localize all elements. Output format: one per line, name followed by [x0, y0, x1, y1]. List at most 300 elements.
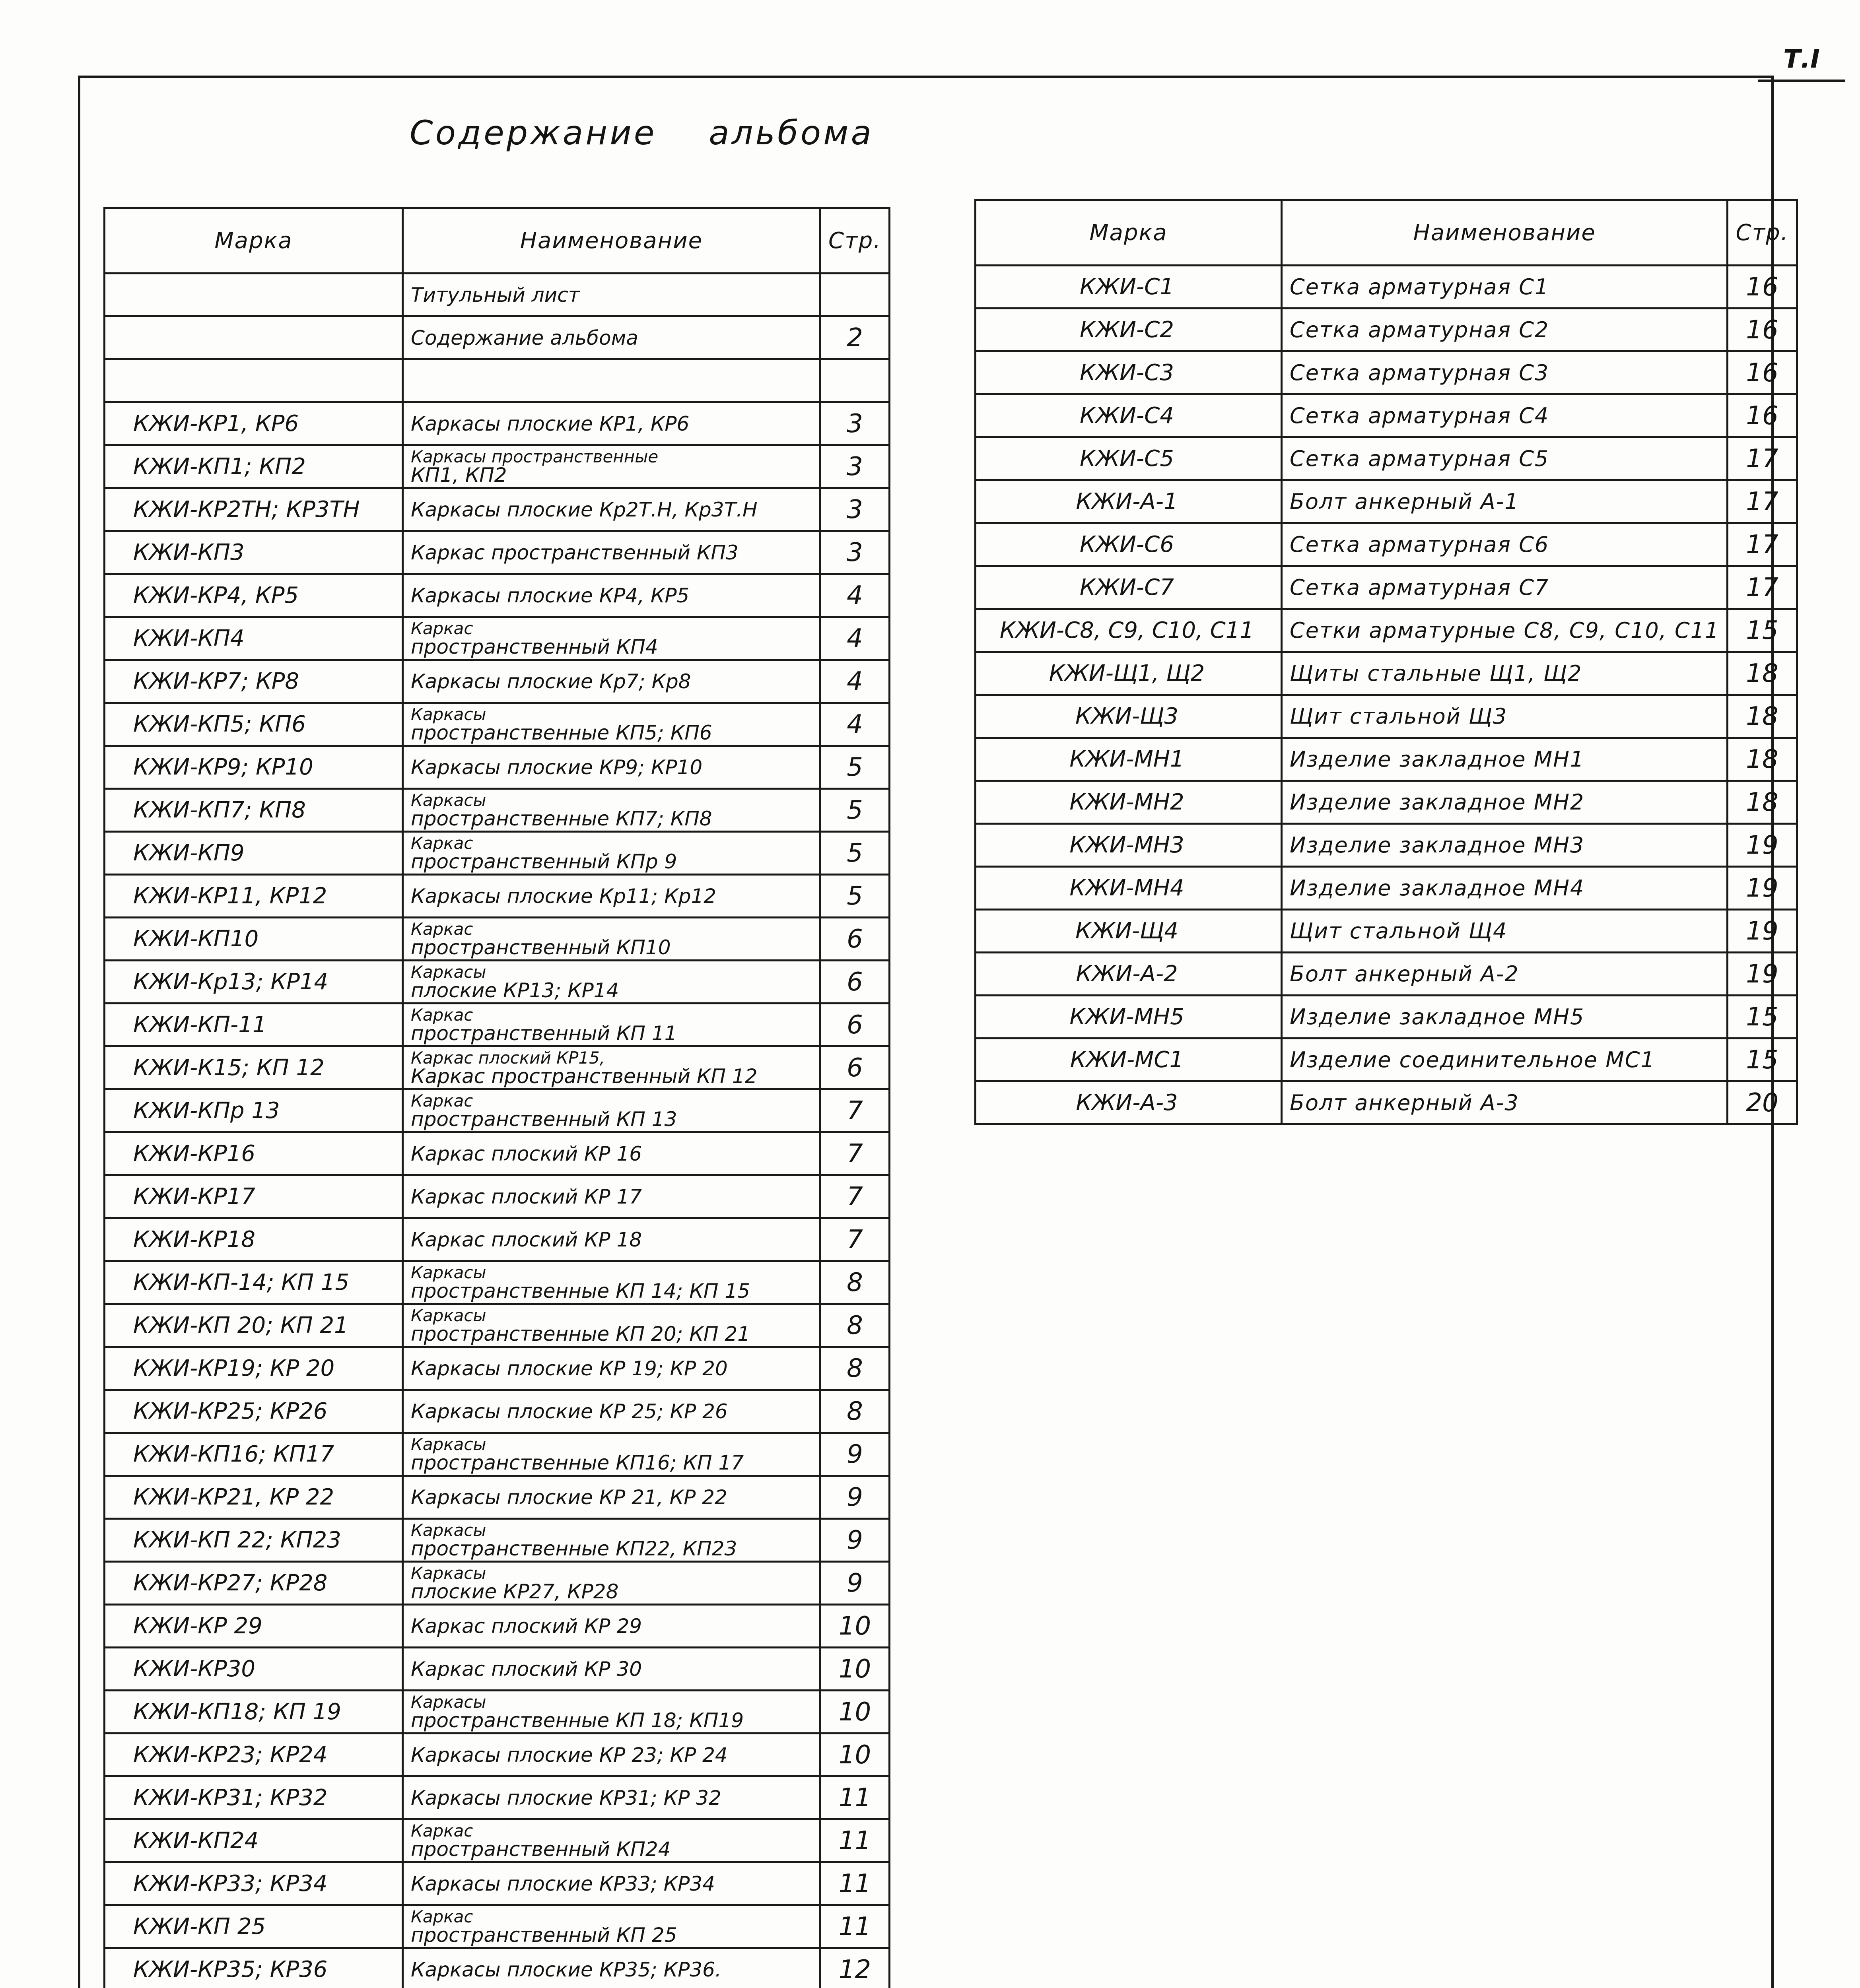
- cell-name-line2: Каркас плоский КР 17: [411, 1185, 642, 1208]
- cell-name: [403, 918, 820, 961]
- cell-name: [403, 402, 820, 445]
- table-row: [105, 1132, 890, 1175]
- table-row: [105, 746, 890, 789]
- cell-name: Щиты стальные Щ1, Щ2: [1282, 652, 1728, 695]
- cell-name-line2: пространственный КП 25: [411, 1923, 677, 1947]
- cell-name-line2: пространственный КП24: [411, 1837, 671, 1861]
- cell-page: 17: [1728, 566, 1797, 609]
- cell-name-line1: Каркасы: [411, 1305, 486, 1325]
- cell-page: 15: [1728, 996, 1797, 1039]
- cell-mark: КЖИ-КР 29: [105, 1605, 403, 1648]
- cell-mark: КЖИ-С5: [976, 437, 1282, 480]
- table-row: [105, 402, 890, 445]
- cell-name: [403, 1004, 820, 1046]
- table-row: [105, 359, 890, 402]
- cell-mark: КЖИ-КР31; КР32: [105, 1776, 403, 1819]
- cell-name-line2: Каркасы плоские КР 19; КР 20: [411, 1357, 728, 1380]
- table-row: [976, 351, 1797, 394]
- cell-page: 19: [1728, 867, 1797, 910]
- table-row: [976, 695, 1797, 738]
- cell-name-line1: Каркас: [411, 1906, 473, 1926]
- cell-page: 16: [1728, 309, 1797, 351]
- cell-name-line2: Каркас пространственный КП 12: [411, 1064, 758, 1088]
- table-row: [105, 1175, 890, 1218]
- cell-name-line1: Каркас плоский КР15,: [411, 1048, 605, 1068]
- table-row: [105, 1304, 890, 1347]
- cell-name: Изделие закладное МН1: [1282, 738, 1728, 781]
- table-row: [105, 1948, 890, 1988]
- table-row: [105, 1605, 890, 1648]
- table-row: [105, 660, 890, 703]
- cell-page: 19: [1728, 953, 1797, 996]
- table-row: [976, 824, 1797, 867]
- cell-name: Изделие закладное МН5: [1282, 996, 1728, 1039]
- table-row: [105, 1476, 890, 1519]
- cell-page: 17: [1728, 523, 1797, 566]
- cell-page: 11: [820, 1905, 890, 1948]
- cell-name-line1: Каркас: [411, 618, 473, 638]
- contents-table-left: [103, 207, 890, 1988]
- cell-name-line2: пространственные КП 20; КП 21: [411, 1322, 750, 1345]
- cell-name: [403, 1948, 820, 1988]
- cell-name-line1: Каркас: [411, 1091, 473, 1110]
- cell-mark: КЖИ-КР16: [105, 1132, 403, 1175]
- cell-mark: КЖИ-МН5: [976, 996, 1282, 1039]
- cell-mark: КЖИ-КП24: [105, 1819, 403, 1862]
- cell-page: 7: [820, 1175, 890, 1218]
- table-header-row: [976, 200, 1797, 266]
- cell-name: Болт анкерный А-3: [1282, 1081, 1728, 1124]
- cell-name-line1: Каркасы: [411, 1563, 486, 1583]
- cell-mark: КЖИ-КР1, КР6: [105, 402, 403, 445]
- cell-mark: КЖИ-КП1; КП2: [105, 445, 403, 488]
- cell-mark: КЖИ-КП9: [105, 832, 403, 875]
- table-row: [976, 781, 1797, 824]
- cell-name: Сетка арматурная С3: [1282, 351, 1728, 394]
- table-row: [976, 523, 1797, 566]
- cell-page: 3: [820, 402, 890, 445]
- cell-name-line2: Каркасы плоские КР35; КР36.: [411, 1958, 721, 1981]
- cell-name-line2: Содержание альбома: [411, 326, 638, 349]
- sheet-number: Т.I: [1783, 45, 1820, 74]
- cell-name: Сетка арматурная С6: [1282, 523, 1728, 566]
- cell-mark: КЖИ-КР27; КР28: [105, 1562, 403, 1605]
- cell-name: Изделие соединительное МС1: [1282, 1039, 1728, 1081]
- cell-mark: КЖИ-С2: [976, 309, 1282, 351]
- cell-page: 7: [820, 1089, 890, 1132]
- table-row: [105, 617, 890, 660]
- cell-page: 10: [820, 1734, 890, 1776]
- cell-mark: КЖИ-КП10: [105, 918, 403, 961]
- column-header-name: Наименование: [1282, 200, 1728, 266]
- cell-name: [403, 1390, 820, 1433]
- table-row: [976, 437, 1797, 480]
- column-header-mark: Марка: [105, 208, 403, 274]
- table-row: [976, 609, 1797, 652]
- cell-page: 4: [820, 660, 890, 703]
- cell-mark: КЖИ-КП 20; КП 21: [105, 1304, 403, 1347]
- cell-name: [403, 1734, 820, 1776]
- cell-name: [403, 789, 820, 832]
- table-row: [105, 274, 890, 316]
- cell-mark: КЖИ-А-2: [976, 953, 1282, 996]
- cell-mark: КЖИ-А-3: [976, 1081, 1282, 1124]
- cell-mark: КЖИ-С6: [976, 523, 1282, 566]
- cell-page: 15: [1728, 609, 1797, 652]
- cell-page: 8: [820, 1261, 890, 1304]
- table-row: [976, 1081, 1797, 1124]
- cell-page: 19: [1728, 824, 1797, 867]
- table-row: [105, 703, 890, 746]
- cell-name: [403, 875, 820, 918]
- cell-name: [403, 703, 820, 746]
- cell-page: 5: [820, 746, 890, 789]
- table-row: [976, 867, 1797, 910]
- cell-page: 18: [1728, 695, 1797, 738]
- table-row: [105, 832, 890, 875]
- cell-mark: КЖИ-МН2: [976, 781, 1282, 824]
- table-row: [105, 1776, 890, 1819]
- cell-page: 15: [1728, 1039, 1797, 1081]
- cell-mark: КЖИ-МС1: [976, 1039, 1282, 1081]
- cell-name: [403, 746, 820, 789]
- cell-name-line2: пространственные КП7; КП8: [411, 807, 712, 830]
- table-row: [105, 789, 890, 832]
- cell-name: Болт анкерный А-1: [1282, 480, 1728, 523]
- cell-name: [403, 316, 820, 359]
- cell-name-line2: Каркасы плоские КР4, КР5: [411, 584, 690, 607]
- cell-name-line2: пространственный КП4: [411, 635, 658, 658]
- cell-name: Сетка арматурная С5: [1282, 437, 1728, 480]
- cell-mark: КЖИ-КР33; КР34: [105, 1862, 403, 1905]
- cell-name: Щит стальной Щ3: [1282, 695, 1728, 738]
- cell-page: 19: [1728, 910, 1797, 953]
- cell-mark: КЖИ-МН4: [976, 867, 1282, 910]
- cell-mark: КЖИ-КП 22; КП23: [105, 1519, 403, 1562]
- table-row: [105, 1089, 890, 1132]
- cell-page: 8: [820, 1347, 890, 1390]
- cell-mark: КЖИ-КР19; КР 20: [105, 1347, 403, 1390]
- table-row: [976, 996, 1797, 1039]
- cell-page: 9: [820, 1433, 890, 1476]
- cell-name-line2: Каркасы плоские КР31; КР 32: [411, 1786, 721, 1809]
- cell-name: [403, 617, 820, 660]
- cell-name: Сетка арматурная С1: [1282, 266, 1728, 309]
- cell-mark: КЖИ-КП5; КП6: [105, 703, 403, 746]
- cell-mark: КЖИ-КР2ТН; КР3ТН: [105, 488, 403, 531]
- cell-page: 16: [1728, 266, 1797, 309]
- cell-name-line2: Каркасы плоские КР 23; КР 24: [411, 1743, 728, 1767]
- cell-name-line2: пространственные КП16; КП 17: [411, 1451, 744, 1474]
- cell-page: 18: [1728, 738, 1797, 781]
- cell-page: 6: [820, 961, 890, 1004]
- cell-page: 10: [820, 1648, 890, 1691]
- cell-page: 20: [1728, 1081, 1797, 1124]
- cell-name: [403, 274, 820, 316]
- cell-name: [403, 1605, 820, 1648]
- cell-mark: КЖИ-КР7; КР8: [105, 660, 403, 703]
- cell-page: 7: [820, 1218, 890, 1261]
- cell-page: 8: [820, 1304, 890, 1347]
- table-row: [976, 266, 1797, 309]
- table-row: [105, 918, 890, 961]
- cell-name-line2: пространственные КП 18; КП19: [411, 1708, 744, 1732]
- cell-page: 16: [1728, 394, 1797, 437]
- table-header-row: [105, 208, 890, 274]
- cell-page: 3: [820, 445, 890, 488]
- cell-name: [403, 1046, 820, 1089]
- cell-page: 6: [820, 1004, 890, 1046]
- cell-name: [403, 832, 820, 875]
- cell-name-line2: Титульный лист: [411, 283, 580, 307]
- table-row: [105, 1347, 890, 1390]
- cell-name: Изделие закладное МН4: [1282, 867, 1728, 910]
- cell-mark: КЖИ-КР25; КР26: [105, 1390, 403, 1433]
- cell-mark: КЖИ-КП-11: [105, 1004, 403, 1046]
- cell-name: [403, 1905, 820, 1948]
- table-row: [976, 566, 1797, 609]
- table-row: [105, 531, 890, 574]
- column-header-mark: Марка: [976, 200, 1282, 266]
- cell-page: 11: [820, 1776, 890, 1819]
- cell-name-line1: Каркасы: [411, 1692, 486, 1712]
- cell-name-line2: Каркасы плоские КР 21, КР 22: [411, 1485, 727, 1509]
- cell-name-line2: пространственные КП22, КП23: [411, 1537, 737, 1560]
- cell-name-line1: Каркасы: [411, 1434, 486, 1454]
- cell-page: 4: [820, 703, 890, 746]
- table-row: [105, 1862, 890, 1905]
- table-row: [105, 1004, 890, 1046]
- cell-page: 8: [820, 1390, 890, 1433]
- cell-page: 17: [1728, 480, 1797, 523]
- cell-name: Сетка арматурная С4: [1282, 394, 1728, 437]
- cell-name-line2: Каркасы плоские КР33; КР34: [411, 1872, 715, 1895]
- cell-name-line2: плоские КР27, КР28: [411, 1580, 619, 1603]
- cell-mark: КЖИ-А-1: [976, 480, 1282, 523]
- cell-mark: КЖИ-КП-14; КП 15: [105, 1261, 403, 1304]
- cell-mark: КЖИ-К15; КП 12: [105, 1046, 403, 1089]
- table-row: [105, 961, 890, 1004]
- cell-name: Сетки арматурные С8, С9, С10, С11: [1282, 609, 1728, 652]
- table-row: [105, 1519, 890, 1562]
- cell-name-line1: Каркасы: [411, 1262, 486, 1282]
- cell-page: 5: [820, 789, 890, 832]
- cell-name-line2: пространственные КП5; КП6: [411, 721, 712, 744]
- table-row: [976, 1039, 1797, 1081]
- column-header-page: Стр.: [1728, 200, 1797, 266]
- cell-name-line2: Каркасы плоские КР9; КР10: [411, 755, 703, 779]
- cell-mark: КЖИ-КР9; КР10: [105, 746, 403, 789]
- cell-name-line1: Каркасы: [411, 1520, 486, 1540]
- cell-page: 9: [820, 1476, 890, 1519]
- cell-name-line1: Каркас: [411, 1821, 473, 1840]
- cell-mark: КЖИ-С4: [976, 394, 1282, 437]
- table-row: [105, 1046, 890, 1089]
- cell-name-line2: пространственный КПр 9: [411, 850, 677, 873]
- cell-name: [403, 1776, 820, 1819]
- cell-name-line2: пространственные КП 14; КП 15: [411, 1279, 750, 1303]
- table-row: [105, 1905, 890, 1948]
- table-row: [105, 1648, 890, 1691]
- cell-mark: КЖИ-КР18: [105, 1218, 403, 1261]
- cell-name: [403, 1562, 820, 1605]
- cell-mark: КЖИ-КР4, КР5: [105, 574, 403, 617]
- contents-table-right: [974, 199, 1798, 1125]
- table-row: [105, 875, 890, 918]
- cell-name-line2: Каркасы плоские КР1, КР6: [411, 412, 690, 435]
- cell-name: [403, 445, 820, 488]
- cell-name-line1: Каркас: [411, 919, 473, 939]
- cell-mark: КЖИ-КП3: [105, 531, 403, 574]
- cell-name-line2: Каркасы плоские Кр2Т.Н, Кр3Т.Н: [411, 498, 758, 521]
- cell-page: 2: [820, 316, 890, 359]
- table-row: [976, 652, 1797, 695]
- cell-page: [820, 274, 890, 316]
- cell-mark: КЖИ-КП18; КП 19: [105, 1691, 403, 1734]
- cell-page: 11: [820, 1862, 890, 1905]
- cell-name: [403, 531, 820, 574]
- cell-name-line2: Каркас плоский КР 18: [411, 1228, 642, 1251]
- cell-name: Щит стальной Щ4: [1282, 910, 1728, 953]
- table-row: [105, 316, 890, 359]
- cell-name: [403, 1819, 820, 1862]
- table-row: [976, 394, 1797, 437]
- cell-name: [403, 961, 820, 1004]
- cell-name-line2: плоские КР13; КР14: [411, 978, 619, 1002]
- cell-name: [403, 1175, 820, 1218]
- cell-name-line1: Каркасы: [411, 790, 486, 810]
- table-row: [105, 445, 890, 488]
- cell-name: [403, 359, 820, 402]
- cell-mark: КЖИ-КПр 13: [105, 1089, 403, 1132]
- cell-name-line2: КП1, КП2: [411, 463, 507, 487]
- cell-name: [403, 1261, 820, 1304]
- cell-name: [403, 488, 820, 531]
- cell-page: 5: [820, 875, 890, 918]
- table-row: [105, 1734, 890, 1776]
- cell-name: [403, 1218, 820, 1261]
- cell-name-line1: Каркасы пространственные: [411, 447, 659, 466]
- cell-name: [403, 1304, 820, 1347]
- cell-mark: КЖИ-С8, С9, С10, С11: [976, 609, 1282, 652]
- cell-name-line2: Каркас плоский КР 29: [411, 1614, 642, 1638]
- cell-name: [403, 660, 820, 703]
- cell-name-line2: Каркас плоский КР 30: [411, 1657, 642, 1681]
- table-row: [105, 1562, 890, 1605]
- cell-mark: [105, 359, 403, 402]
- table-row: [105, 1390, 890, 1433]
- cell-page: 16: [1728, 351, 1797, 394]
- table-row: [976, 953, 1797, 996]
- cell-name: Изделие закладное МН2: [1282, 781, 1728, 824]
- cell-page: 3: [820, 531, 890, 574]
- cell-mark: КЖИ-МН1: [976, 738, 1282, 781]
- cell-name: [403, 1433, 820, 1476]
- cell-mark: КЖИ-КР11, КР12: [105, 875, 403, 918]
- cell-name: [403, 1691, 820, 1734]
- cell-page: 18: [1728, 652, 1797, 695]
- cell-page: 18: [1728, 781, 1797, 824]
- cell-name: Сетка арматурная С2: [1282, 309, 1728, 351]
- cell-name: [403, 1648, 820, 1691]
- cell-name-line1: Каркас: [411, 833, 473, 853]
- table-row: [976, 480, 1797, 523]
- cell-mark: КЖИ-КП16; КП17: [105, 1433, 403, 1476]
- cell-page: 12: [820, 1948, 890, 1988]
- cell-name-line1: Каркасы: [411, 704, 486, 724]
- cell-name-line1: Каркас: [411, 1005, 473, 1025]
- cell-name: [403, 574, 820, 617]
- cell-name: [403, 1132, 820, 1175]
- table-row: [105, 1433, 890, 1476]
- cell-name-line2: пространственный КП 13: [411, 1107, 677, 1131]
- cell-page: [820, 359, 890, 402]
- cell-mark: КЖИ-КР30: [105, 1648, 403, 1691]
- cell-name-line1: Каркасы: [411, 962, 486, 982]
- table-row: [976, 738, 1797, 781]
- cell-page: 10: [820, 1691, 890, 1734]
- cell-name-line2: Каркас пространственный КП3: [411, 541, 739, 564]
- cell-mark: [105, 316, 403, 359]
- cell-mark: КЖИ-КР35; КР36: [105, 1948, 403, 1988]
- cell-mark: КЖИ-С7: [976, 566, 1282, 609]
- table-row: [105, 488, 890, 531]
- cell-page: 4: [820, 574, 890, 617]
- cell-page: 10: [820, 1605, 890, 1648]
- cell-name-line2: Каркасы плоские КР 25; КР 26: [411, 1400, 728, 1423]
- cell-page: 7: [820, 1132, 890, 1175]
- table-row: [976, 309, 1797, 351]
- cell-mark: КЖИ-С1: [976, 266, 1282, 309]
- cell-page: 5: [820, 832, 890, 875]
- cell-mark: КЖИ-КР23; КР24: [105, 1734, 403, 1776]
- cell-mark: КЖИ-КП 25: [105, 1905, 403, 1948]
- cell-name: [403, 1347, 820, 1390]
- cell-name: [403, 1476, 820, 1519]
- cell-name: [403, 1519, 820, 1562]
- cell-page: 3: [820, 488, 890, 531]
- cell-mark: [105, 274, 403, 316]
- cell-name-line2: пространственный КП 11: [411, 1021, 677, 1045]
- cell-mark: КЖИ-С3: [976, 351, 1282, 394]
- table-row: [976, 910, 1797, 953]
- cell-mark: КЖИ-КП7; КП8: [105, 789, 403, 832]
- cell-name: Изделие закладное МН3: [1282, 824, 1728, 867]
- cell-page: 9: [820, 1519, 890, 1562]
- table-row: [105, 1691, 890, 1734]
- cell-mark: КЖИ-Щ1, Щ2: [976, 652, 1282, 695]
- cell-page: 6: [820, 918, 890, 961]
- cell-mark: КЖИ-Щ3: [976, 695, 1282, 738]
- cell-mark: КЖИ-КР17: [105, 1175, 403, 1218]
- cell-name-line2: Каркасы плоские Кр7; Кр8: [411, 670, 691, 693]
- table-row: [105, 1819, 890, 1862]
- cell-name-line2: Каркас плоский КР 16: [411, 1142, 642, 1165]
- cell-mark: КЖИ-КР21, КР 22: [105, 1476, 403, 1519]
- cell-name: [403, 1089, 820, 1132]
- cell-name: Болт анкерный А-2: [1282, 953, 1728, 996]
- cell-page: 4: [820, 617, 890, 660]
- cell-mark: КЖИ-МН3: [976, 824, 1282, 867]
- cell-page: 6: [820, 1046, 890, 1089]
- page-title: Содержание альбома: [410, 113, 874, 152]
- column-header-name: Наименование: [403, 208, 820, 274]
- cell-name-line2: пространственный КП10: [411, 936, 671, 959]
- column-header-page: Стр.: [820, 208, 890, 274]
- table-row: [105, 574, 890, 617]
- cell-page: 11: [820, 1819, 890, 1862]
- cell-name: Сетка арматурная С7: [1282, 566, 1728, 609]
